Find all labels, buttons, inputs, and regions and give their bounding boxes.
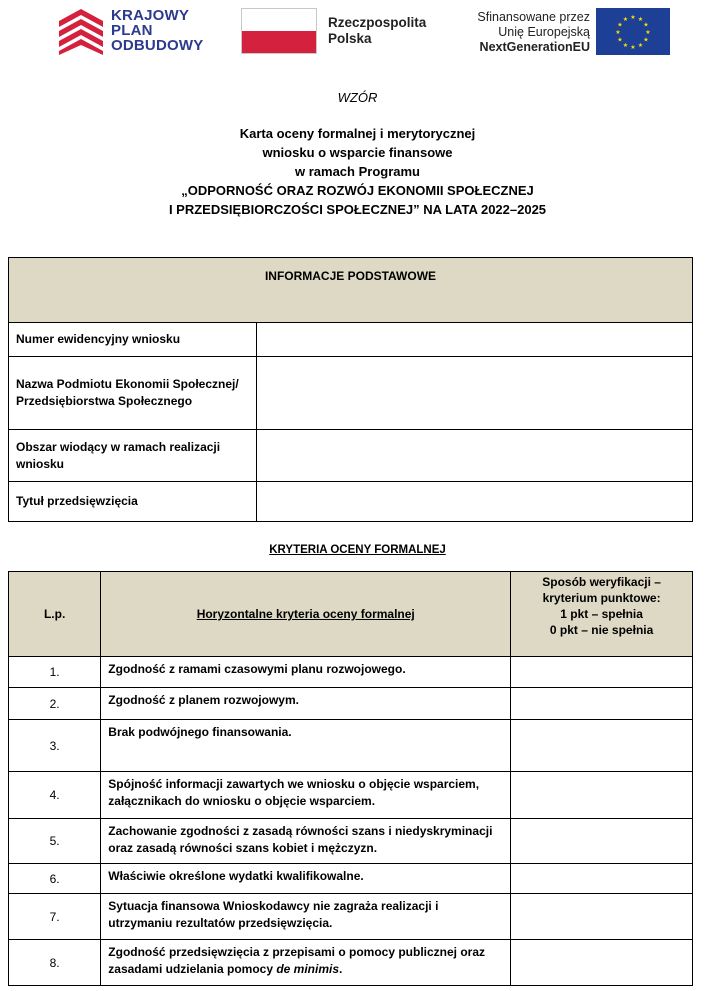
svg-text:★: ★ <box>622 16 629 23</box>
criterion-text: Właściwie określone wydatki kwalifikowalne. <box>101 864 511 894</box>
score-cell[interactable] <box>511 940 693 986</box>
score-cell[interactable] <box>511 772 693 819</box>
column-header-criteria: Horyzontalne kryteria oceny formalnej <box>101 572 511 657</box>
info-label-entity-name: Nazwa Podmiotu Ekonomii Społecznej/ Przedsiębiorstwa Społecznego <box>9 357 257 430</box>
info-value-project-title[interactable] <box>257 482 693 522</box>
kpo-logo-icon <box>57 7 105 55</box>
row-number: 1. <box>9 657 101 688</box>
score-cell[interactable] <box>511 688 693 720</box>
table-row <box>9 720 693 772</box>
score-cell[interactable] <box>511 720 693 772</box>
table-row <box>9 688 693 720</box>
row-number: 2. <box>9 688 101 720</box>
svg-text:★: ★ <box>637 16 644 23</box>
criterion-text: Zgodność z planem rozwojowym. <box>101 688 511 720</box>
info-value-application-number[interactable] <box>257 323 693 357</box>
svg-text:★: ★ <box>630 44 636 51</box>
score-cell[interactable] <box>511 864 693 894</box>
basic-info-table <box>8 257 693 522</box>
table-row <box>9 819 693 864</box>
svg-text:★: ★ <box>637 42 644 49</box>
info-label-project-title: Tytuł przedsięwzięcia <box>9 482 257 522</box>
info-label-application-number: Numer ewidencyjny wniosku <box>9 323 257 357</box>
table-row <box>9 894 693 940</box>
svg-text:★: ★ <box>615 29 621 36</box>
document-title: Karta oceny formalnej i merytorycznej wniosku o wsparcie finansowe w ramach Programu „ODPORNOŚĆ ORAZ ROZWÓJ EKONOMII SPOŁECZNEJ I PRZEDSIĘBIORCZOŚCI SPOŁECZNEJ” NA LATA 2022–2025 <box>168 126 547 217</box>
kpo-logo-text: KRAJOWY PLAN ODBUDOWY <box>111 7 204 54</box>
criterion-text: Spójność informacji zawartych we wniosku o objęcie wsparciem, załącznikach do wniosku o objęcie wsparciem. <box>101 772 511 819</box>
criterion-text: Zachowanie zgodności z zasadą równości szans i niedyskryminacji oraz zasadą równości szans kobiet i mężczyzn. <box>101 819 511 864</box>
svg-text:★: ★ <box>622 42 629 49</box>
criterion-text: Sytuacja finansowa Wnioskodawcy nie zagraża realizacji i utrzymaniu rezultatów przedsięwzięcia. <box>101 894 511 940</box>
score-cell[interactable] <box>511 819 693 864</box>
template-label: WZÓR <box>337 90 378 105</box>
formal-criteria-table <box>8 571 693 986</box>
eu-flag-icon <box>596 8 670 55</box>
score-cell[interactable] <box>511 894 693 940</box>
row-number: 3. <box>9 720 101 772</box>
info-value-entity-name[interactable] <box>257 357 693 430</box>
criterion-text: Zgodność przedsięwzięcia z przepisami o pomocy publicznej oraz zasadami udzielania pomocy de minimis. <box>101 940 511 986</box>
svg-text:★: ★ <box>643 36 649 44</box>
row-number: 8. <box>9 940 101 986</box>
row-number: 7. <box>9 894 101 940</box>
row-number: 4. <box>9 772 101 819</box>
info-value-leading-area[interactable] <box>257 430 693 482</box>
basic-info-header: INFORMACJE PODSTAWOWE <box>9 258 693 323</box>
criterion-text: Zgodność z ramami czasowymi planu rozwojowego. <box>101 657 511 688</box>
row-number: 5. <box>9 819 101 864</box>
poland-flag-icon <box>241 8 317 54</box>
header-logos <box>0 0 715 64</box>
table-row <box>9 657 693 688</box>
table-row <box>9 864 693 894</box>
eu-funding-text: Sfinansowane przez Unię Europejską NextGenerationEU <box>477 10 590 54</box>
svg-text:★: ★ <box>617 21 623 29</box>
rp-logo-text: Rzeczpospolita Polska <box>328 15 427 46</box>
svg-text:★: ★ <box>645 29 651 36</box>
formal-criteria-heading: KRYTERIA OCENY FORMALNEJ <box>269 544 446 556</box>
row-number: 6. <box>9 864 101 894</box>
svg-text:★: ★ <box>630 14 636 21</box>
score-cell[interactable] <box>511 657 693 688</box>
column-header-method: Sposób weryfikacji – kryterium punktowe: 1 pkt – spełnia 0 pkt – nie spełnia <box>511 572 693 657</box>
table-row <box>9 772 693 819</box>
info-label-leading-area: Obszar wiodący w ramach realizacji wniosku <box>9 430 257 482</box>
criterion-text: Brak podwójnego finansowania. <box>101 720 511 772</box>
column-header-lp: L.p. <box>9 572 101 657</box>
svg-text:★: ★ <box>643 21 649 29</box>
svg-text:★: ★ <box>617 36 623 44</box>
table-row <box>9 940 693 986</box>
